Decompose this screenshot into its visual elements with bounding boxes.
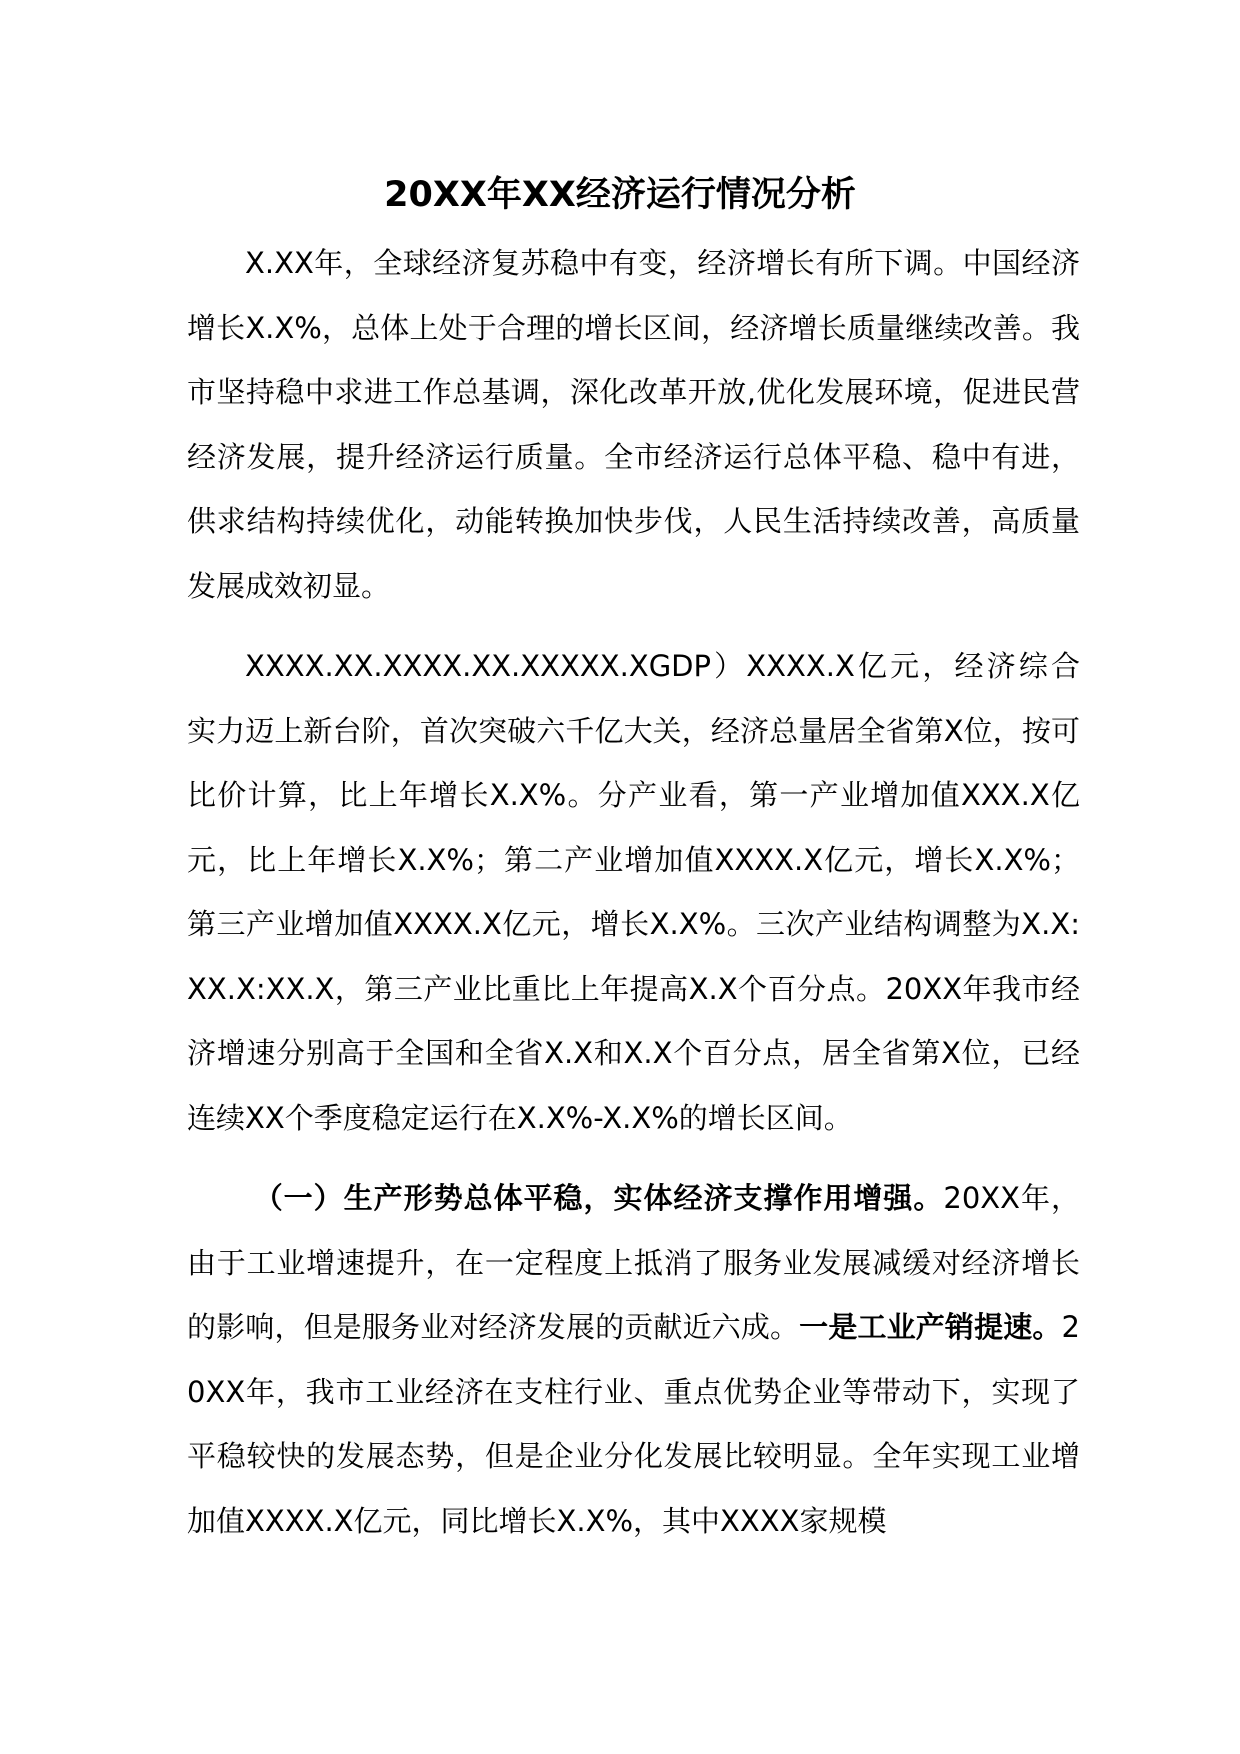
document-body xyxy=(187,231,1080,1569)
paragraph-text: 20XX年，由于工业增速提升，在一定程度上抵消了服务业发展减缓对经济增长的影响，但是服务业对经济发展的贡献近六成。 xyxy=(187,1181,1080,1344)
document-title: 20XX年XX经济运行情况分析 xyxy=(384,175,856,215)
paragraph-gdp-overview: XXXX.XX.XXXX.XX.XXXXX.XGDP）XXXX.X亿元，经济综合实力迈上新台阶，首次突破六千亿大关，经济总量居全省第X位，按可比价计算，比上年增长X.X%。分产业看，第一产业增加值XXX.X亿元，比上年增长X.X%；第二产业增加值XXXX.X亿元，增长X.X%；第三产业增加值XXXX.X亿元，增长X.X%。三次产业结构调整为X.X:XX.X:XX.X，第三产业比重比上年提高X.X个百分点。20XX年我市经济增速分别高于全国和全省X.X和X.X个百分点，居全省第X位，已经连续XX个季度稳定运行在X.X%-X.X%的增长区间。 xyxy=(187,649,1080,1135)
subheading-industry: 一是工业产销提速。 xyxy=(799,1310,1062,1344)
paragraph-text: 20XX年，我市工业经济在支柱行业、重点优势企业等带动下，实现了平稳较快的发展态势，但是企业分化发展比较明显。全年实现工业增加值XXXX.X亿元，同比增长X.X%，其中XXXX家规模 xyxy=(187,1310,1080,1538)
paragraph-production-situation xyxy=(187,1166,1080,1553)
section-heading-production: （一）生产形势总体平稳，实体经济支撑作用增强。 xyxy=(253,1181,944,1215)
paragraph-intro: X.XX年，全球经济复苏稳中有变，经济增长有所下调。中国经济增长X.X%，总体上处于合理的增长区间，经济增长质量继续改善。我市坚持稳中求进工作总基调，深化改革开放,优化发展环境，促进民营经济发展，提升经济运行质量。全市经济运行总体平稳、稳中有进，供求结构持续优化，动能转换加快步伐，人民生活持续改善，高质量发展成效初显。 xyxy=(187,246,1080,603)
